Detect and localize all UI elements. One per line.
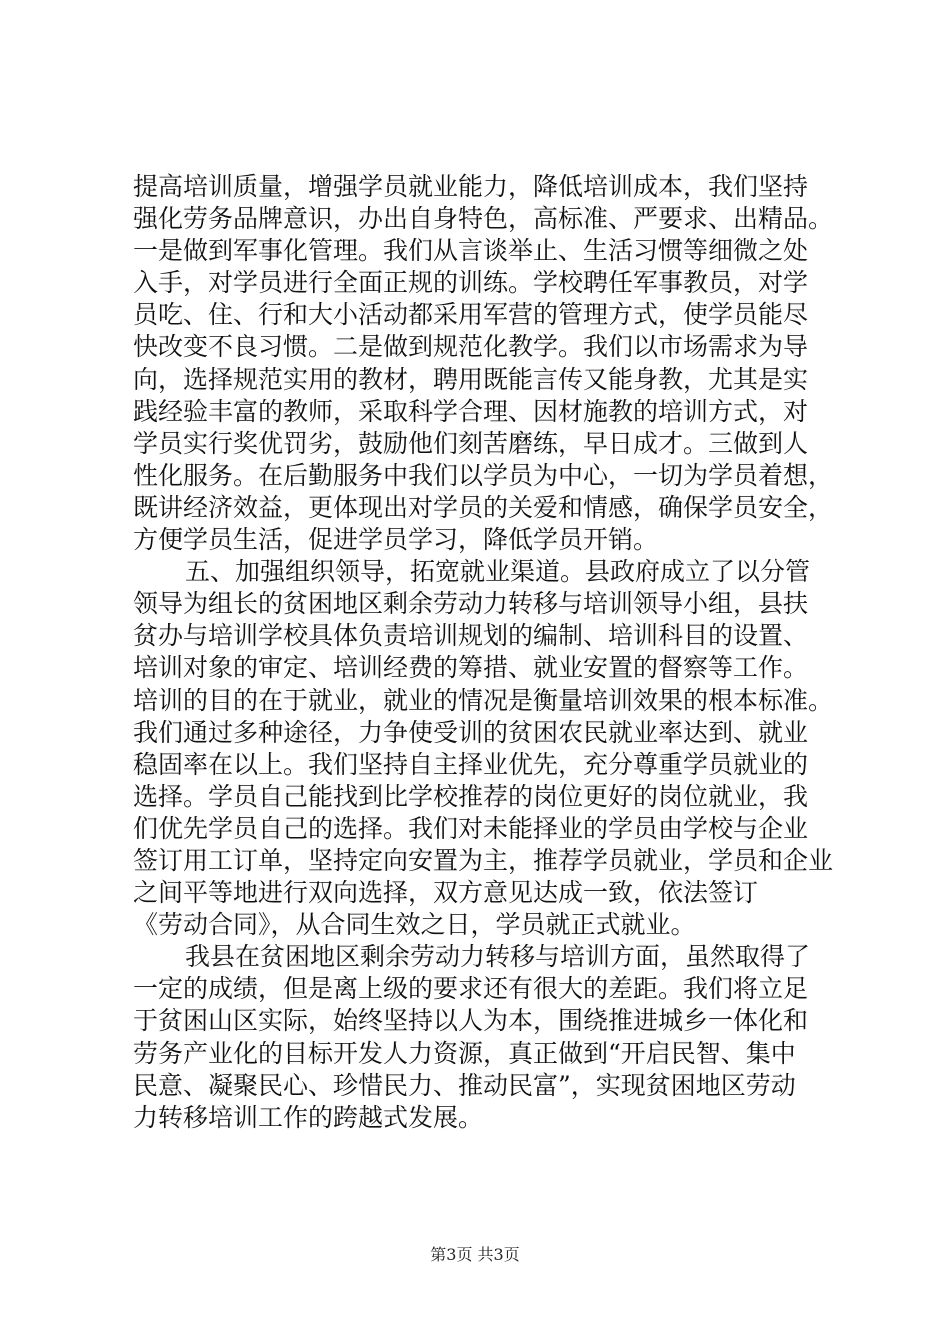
text-line: 力转移培训工作的跨越式发展。 (133, 1102, 484, 1132)
text-line: 培训对象的审定、培训经费的筹措、就业安置的督察等工作。 (133, 653, 809, 683)
text-line: 践经验丰富的教师，采取科学合理、因材施教的培训方式，对 (133, 396, 809, 426)
text-line: 于贫困山区实际，始终坚持以人为本，围绕推进城乡一体化和 (133, 1006, 809, 1036)
paragraph-start-line: 我县在贫困地区剩余劳动力转移与培训方面，虽然取得了 (185, 942, 811, 972)
text-line: 之间平等地进行双向选择，双方意见达成一致，依法签订 (133, 878, 759, 908)
text-line: 《劳动合同》，从合同生效之日，学员就正式就业。 (133, 910, 696, 940)
text-line: 向，选择规范实用的教材，聘用既能言传又能身教，尤其是实 (133, 364, 809, 394)
text-line: 一定的成绩，但是离上级的要求还有很大的差距。我们将立足 (133, 974, 809, 1004)
text-line: 选择。学员自己能找到比学校推荐的岗位更好的岗位就业，我 (133, 781, 809, 811)
text-line: 民意、凝聚民心、珍惜民力、推动民富”，实现贫困地区劳动 (133, 1070, 796, 1100)
text-line: 培训的目的在于就业，就业的情况是衡量培训效果的根本标准。 (133, 685, 834, 715)
text-line: 们优先学员自己的选择。我们对未能择业的学员由学校与企业 (133, 813, 809, 843)
text-line: 强化劳务品牌意识，办出自身特色，高标准、严要求、出精品。 (133, 204, 834, 234)
text-line: 我们通过多种途径，力争使受训的贫困农民就业率达到、就业 (133, 717, 809, 747)
page-number-footer: 第3页 共3页 (430, 1245, 520, 1264)
text-line: 签订用工订单，坚持定向安置为主，推荐学员就业，学员和企业 (133, 845, 834, 875)
paragraph-start-line: 五、加强组织领导，拓宽就业渠道。县政府成立了以分管 (185, 557, 811, 587)
text-line: 领导为组长的贫困地区剩余劳动力转移与培训领导小组，县扶 (133, 589, 809, 619)
text-line: 学员实行奖优罚劣，鼓励他们刻苦磨练，早日成才。三做到人 (133, 428, 809, 458)
text-line: 入手，对学员进行全面正规的训练。学校聘任军事教员，对学 (133, 268, 809, 298)
text-line: 提高培训质量，增强学员就业能力，降低培训成本，我们坚持 (133, 172, 809, 201)
text-line: 方便学员生活，促进学员学习，降低学员开销。 (133, 525, 659, 555)
text-line: 稳固率在以上。我们坚持自主择业优先，充分尊重学员就业的 (133, 749, 809, 779)
text-line: 一是做到军事化管理。我们从言谈举止、生活习惯等细微之处 (133, 236, 809, 266)
text-line: 既讲经济效益，更体现出对学员的关爱和情感，确保学员安全， (133, 492, 834, 522)
document-body (133, 171, 853, 1134)
text-line: 快改变不良习惯。二是做到规范化教学。我们以市场需求为导 (133, 332, 809, 362)
text-line: 贫办与培训学校具体负责培训规划的编制、培训科目的设置、 (133, 621, 809, 651)
text-line: 性化服务。在后勤服务中我们以学员为中心，一切为学员着想， (133, 460, 834, 490)
text-line: 员吃、住、行和大小活动都采用军营的管理方式，使学员能尽 (133, 300, 809, 330)
text-line: 劳务产业化的目标开发人力资源，真正做到“开启民智、集中 (133, 1038, 796, 1068)
